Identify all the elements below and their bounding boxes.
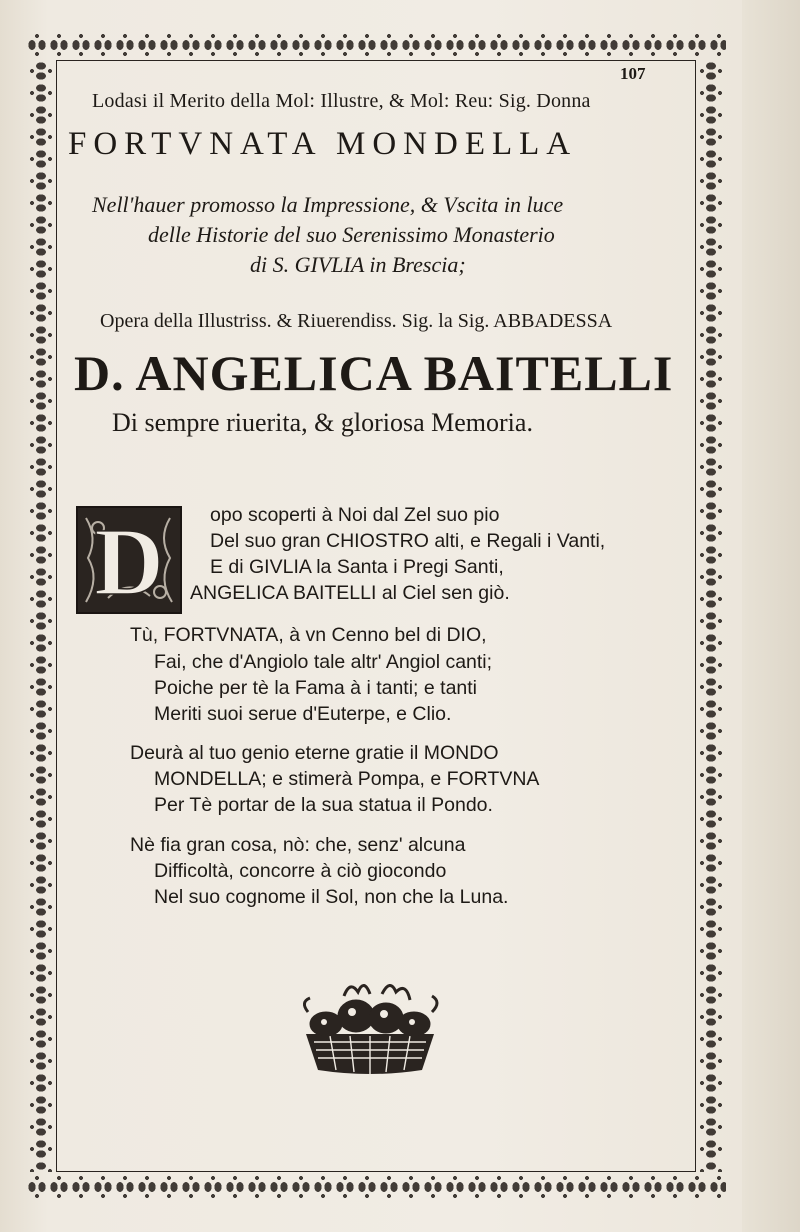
verse-4-2: Difficoltà, concorre à ciò giocondo	[154, 860, 447, 882]
border-top	[26, 30, 726, 60]
italic-line-1: Nell'hauer promosso la Impressione, & Vscita in luce	[92, 192, 564, 217]
initial-letter: D	[94, 508, 164, 612]
verse-1-4: ANGELICA BAITELLI al Ciel sen giò.	[190, 582, 510, 604]
verse-2-2: Fai, che d'Angiolo tale altr' Angiol canti;	[154, 651, 493, 673]
italic-line-2: delle Historie del suo Serenissimo Monasterio	[148, 222, 555, 247]
memory-line: Di sempre riuerita, & gloriosa Memoria.	[112, 408, 533, 437]
border-bottom	[26, 1172, 726, 1202]
verse-4-1: Nè fia gran cosa, nò: che, senz' alcuna	[130, 834, 466, 856]
abbess-name: D. ANGELICA BAITELLI	[74, 345, 674, 401]
verse-1-3: E di GIVLIA la Santa i Pregi Santi,	[210, 556, 504, 578]
italic-line-3: di S. GIVLIA in Brescia;	[250, 252, 466, 277]
page-number: 107	[620, 64, 646, 83]
verse-2-4: Meriti suoi serue d'Euterpe, e Clio.	[154, 703, 452, 725]
fruit-basket-ornament	[286, 972, 454, 1076]
dedication-intro: Lodasi il Merito della Mol: Illustre, & Mol: Reu: Sig. Donna	[92, 90, 591, 112]
verse-3-2: MONDELLA; e stimerà Pompa, e FORTVNA	[154, 768, 540, 790]
verse-3-3: Per Tè portar de la sua statua il Pondo.	[154, 794, 493, 816]
verse-1-1: opo scoperti à Noi dal Zel suo pio	[210, 504, 500, 526]
border-right	[696, 60, 726, 1172]
verse-4-3: Nel suo cognome il Sol, non che la Luna.	[154, 886, 509, 908]
opera-line: Opera della Illustriss. & Riuerendiss. Sig. la Sig. ABBADESSA	[100, 310, 613, 332]
border-left	[26, 60, 56, 1172]
decorated-initial	[76, 506, 182, 614]
facing-page-edge	[742, 0, 800, 1232]
verse-3-1: Deurà al tuo genio eterne gratie il MONDO	[130, 742, 499, 764]
verse-1-2: Del suo gran CHIOSTRO alti, e Regali i Vanti,	[210, 530, 606, 552]
verse-2-1: Tù, FORTVNATA, à vn Cenno bel di DIO,	[130, 624, 487, 646]
verse-2-3: Poiche per tè la Fama à i tanti; e tanti	[154, 677, 478, 699]
dedicatee-name: FORTVNATA MONDELLA	[68, 126, 578, 162]
